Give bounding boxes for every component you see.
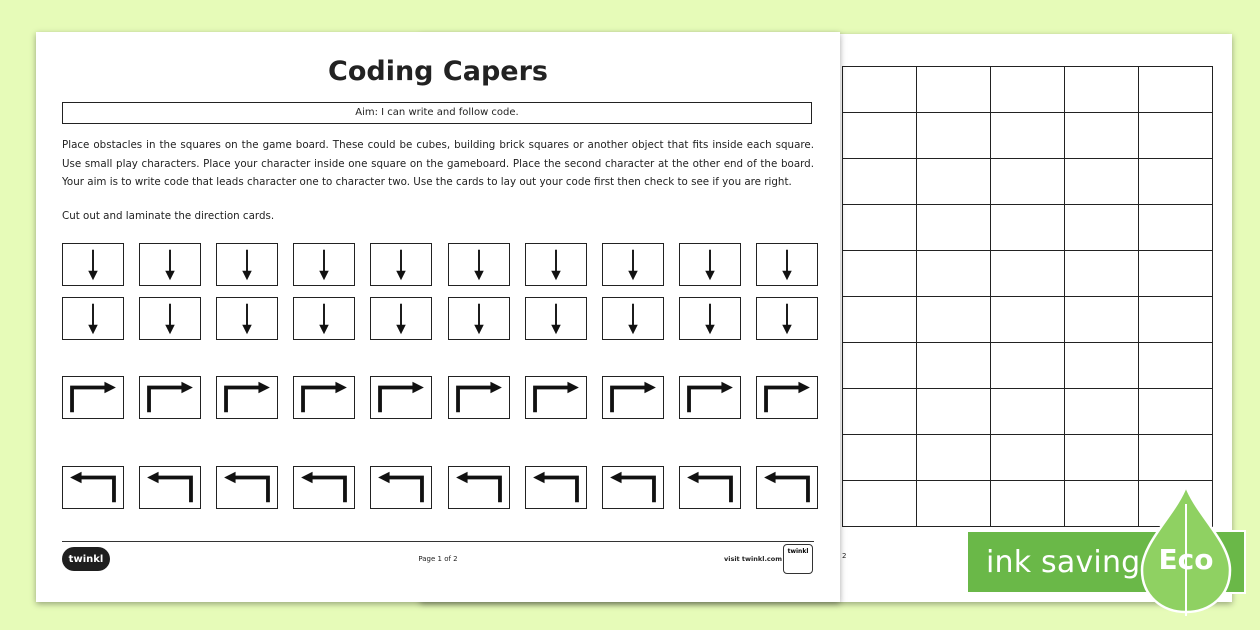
direction-card bbox=[525, 466, 587, 509]
direction-card bbox=[293, 243, 355, 286]
worksheet-title: Coding Capers bbox=[328, 56, 548, 87]
arrow-down-icon bbox=[757, 244, 817, 285]
direction-card bbox=[139, 466, 201, 509]
cut-out-instruction: Cut out and laminate the direction cards. bbox=[62, 210, 275, 222]
direction-card bbox=[139, 376, 201, 419]
arrow-down-icon bbox=[63, 298, 123, 339]
game-board-grid bbox=[842, 66, 1213, 527]
grid-square bbox=[1139, 435, 1213, 481]
arrow-down-icon bbox=[603, 298, 663, 339]
direction-card bbox=[293, 297, 355, 340]
grid-square bbox=[1065, 113, 1139, 159]
footer-divider bbox=[62, 541, 814, 542]
turn-left-arrow-icon bbox=[680, 467, 740, 508]
direction-card bbox=[756, 297, 818, 340]
grid-square bbox=[843, 389, 917, 435]
arrow-down-icon bbox=[294, 244, 354, 285]
arrow-down-icon bbox=[603, 244, 663, 285]
grid-square bbox=[917, 435, 991, 481]
intro-paragraph: Place obstacles in the squares on the game board. These could be cubes, building brick squares or another object that fits inside each square. Use small play characters. Place your character inside one square on the gameboard. Place the second character at the other end of the board. Your aim is to write code that leads character one to character two. Use the cards to lay out your code first then check to see if you are right. bbox=[62, 139, 814, 188]
direction-card bbox=[62, 376, 124, 419]
grid-square bbox=[917, 297, 991, 343]
card-row-turn-right bbox=[62, 376, 818, 419]
arrow-down-icon bbox=[526, 298, 586, 339]
grid-square bbox=[1065, 205, 1139, 251]
grid-square bbox=[917, 251, 991, 297]
turn-right-arrow-icon bbox=[680, 377, 740, 418]
grid-square bbox=[1139, 251, 1213, 297]
grid-row bbox=[843, 113, 1213, 159]
grid-square bbox=[1065, 67, 1139, 113]
grid-row bbox=[843, 67, 1213, 113]
turn-left-arrow-icon bbox=[217, 467, 277, 508]
grid-square bbox=[843, 435, 917, 481]
direction-card bbox=[679, 243, 741, 286]
arrow-down-icon bbox=[449, 298, 509, 339]
grid-square bbox=[843, 159, 917, 205]
grid-square bbox=[843, 297, 917, 343]
grid-square bbox=[991, 435, 1065, 481]
quality-badge bbox=[783, 544, 813, 574]
grid-row bbox=[843, 389, 1213, 435]
grid-square bbox=[991, 343, 1065, 389]
grid-square bbox=[991, 113, 1065, 159]
grid-square bbox=[1139, 389, 1213, 435]
aim-box: Aim: I can write and follow code. bbox=[62, 102, 812, 124]
grid-square bbox=[843, 481, 917, 527]
direction-card bbox=[602, 376, 664, 419]
grid-square bbox=[991, 67, 1065, 113]
grid-square bbox=[917, 67, 991, 113]
direction-card bbox=[293, 466, 355, 509]
grid-square bbox=[1139, 297, 1213, 343]
turn-right-arrow-icon bbox=[371, 377, 431, 418]
arrow-down-icon bbox=[680, 298, 740, 339]
grid-row bbox=[843, 297, 1213, 343]
direction-card bbox=[679, 297, 741, 340]
grid-square bbox=[1065, 297, 1139, 343]
direction-card bbox=[216, 297, 278, 340]
grid-square bbox=[843, 251, 917, 297]
grid-square bbox=[843, 205, 917, 251]
grid-square bbox=[843, 343, 917, 389]
worksheet-page bbox=[36, 32, 840, 602]
direction-card bbox=[602, 466, 664, 509]
direction-card bbox=[448, 243, 510, 286]
direction-card bbox=[448, 376, 510, 419]
grid-square bbox=[917, 159, 991, 205]
grid-square bbox=[1139, 159, 1213, 205]
grid-square bbox=[1065, 343, 1139, 389]
ink-saving-text: ink saving bbox=[986, 544, 1141, 580]
arrow-down-icon bbox=[680, 244, 740, 285]
direction-card bbox=[602, 297, 664, 340]
direction-card bbox=[62, 466, 124, 509]
arrow-down-icon bbox=[526, 244, 586, 285]
direction-card bbox=[679, 466, 741, 509]
visit-link-text: visit twinkl.com bbox=[724, 555, 783, 563]
turn-right-arrow-icon bbox=[294, 377, 354, 418]
grid-square bbox=[917, 113, 991, 159]
direction-card bbox=[139, 243, 201, 286]
direction-card bbox=[756, 243, 818, 286]
direction-card bbox=[62, 243, 124, 286]
card-row-down-2 bbox=[62, 297, 818, 340]
grid-row bbox=[843, 343, 1213, 389]
arrow-down-icon bbox=[140, 244, 200, 285]
turn-right-arrow-icon bbox=[603, 377, 663, 418]
turn-left-arrow-icon bbox=[449, 467, 509, 508]
turn-right-arrow-icon bbox=[526, 377, 586, 418]
turn-right-arrow-icon bbox=[449, 377, 509, 418]
grid-square bbox=[1139, 67, 1213, 113]
grid-row bbox=[843, 251, 1213, 297]
direction-card bbox=[370, 243, 432, 286]
direction-card bbox=[448, 466, 510, 509]
grid-square bbox=[917, 343, 991, 389]
arrow-down-icon bbox=[217, 298, 277, 339]
turn-left-arrow-icon bbox=[371, 467, 431, 508]
direction-card bbox=[602, 243, 664, 286]
direction-card bbox=[370, 376, 432, 419]
direction-card bbox=[62, 297, 124, 340]
grid-square bbox=[991, 481, 1065, 527]
grid-square bbox=[1065, 481, 1139, 527]
grid-square bbox=[1139, 343, 1213, 389]
badge-label: twinkl bbox=[787, 548, 809, 555]
grid-square bbox=[917, 389, 991, 435]
grid-square bbox=[991, 297, 1065, 343]
arrow-down-icon bbox=[140, 298, 200, 339]
grid-square bbox=[1139, 113, 1213, 159]
arrow-down-icon bbox=[371, 244, 431, 285]
arrow-down-icon bbox=[294, 298, 354, 339]
direction-card bbox=[525, 243, 587, 286]
arrow-down-icon bbox=[63, 244, 123, 285]
turn-right-arrow-icon bbox=[757, 377, 817, 418]
twinkl-logo: twinkl bbox=[62, 547, 110, 571]
direction-card bbox=[525, 376, 587, 419]
direction-card bbox=[679, 376, 741, 419]
turn-left-arrow-icon bbox=[140, 467, 200, 508]
grid-square bbox=[1065, 389, 1139, 435]
direction-card bbox=[139, 297, 201, 340]
turn-right-arrow-icon bbox=[217, 377, 277, 418]
turn-left-arrow-icon bbox=[294, 467, 354, 508]
grid-square bbox=[1065, 435, 1139, 481]
grid-square bbox=[991, 251, 1065, 297]
turn-right-arrow-icon bbox=[63, 377, 123, 418]
direction-card bbox=[448, 297, 510, 340]
card-row-down-1 bbox=[62, 243, 818, 286]
arrow-down-icon bbox=[757, 298, 817, 339]
direction-card bbox=[216, 376, 278, 419]
direction-card bbox=[216, 466, 278, 509]
grid-square bbox=[917, 481, 991, 527]
grid-square bbox=[991, 159, 1065, 205]
arrow-down-icon bbox=[449, 244, 509, 285]
direction-card bbox=[370, 297, 432, 340]
page-number: Page 1 of 2 bbox=[418, 555, 458, 563]
arrow-down-icon bbox=[371, 298, 431, 339]
grid-row bbox=[843, 205, 1213, 251]
grid-square bbox=[1065, 159, 1139, 205]
turn-right-arrow-icon bbox=[140, 377, 200, 418]
eco-label: Eco bbox=[1158, 543, 1214, 576]
grid-row bbox=[843, 435, 1213, 481]
grid-square bbox=[1065, 251, 1139, 297]
turn-left-arrow-icon bbox=[63, 467, 123, 508]
direction-card bbox=[525, 297, 587, 340]
grid-square bbox=[991, 389, 1065, 435]
grid-square bbox=[843, 113, 917, 159]
card-row-turn-left bbox=[62, 466, 818, 509]
direction-card bbox=[293, 376, 355, 419]
direction-card bbox=[756, 466, 818, 509]
grid-square bbox=[843, 67, 917, 113]
direction-card bbox=[370, 466, 432, 509]
direction-card bbox=[216, 243, 278, 286]
turn-left-arrow-icon bbox=[603, 467, 663, 508]
back-page-number: 2 bbox=[842, 552, 847, 560]
turn-left-arrow-icon bbox=[526, 467, 586, 508]
turn-left-arrow-icon bbox=[757, 467, 817, 508]
grid-square bbox=[1139, 205, 1213, 251]
grid-row bbox=[843, 159, 1213, 205]
grid-square bbox=[991, 205, 1065, 251]
direction-card bbox=[756, 376, 818, 419]
arrow-down-icon bbox=[217, 244, 277, 285]
grid-square bbox=[917, 205, 991, 251]
